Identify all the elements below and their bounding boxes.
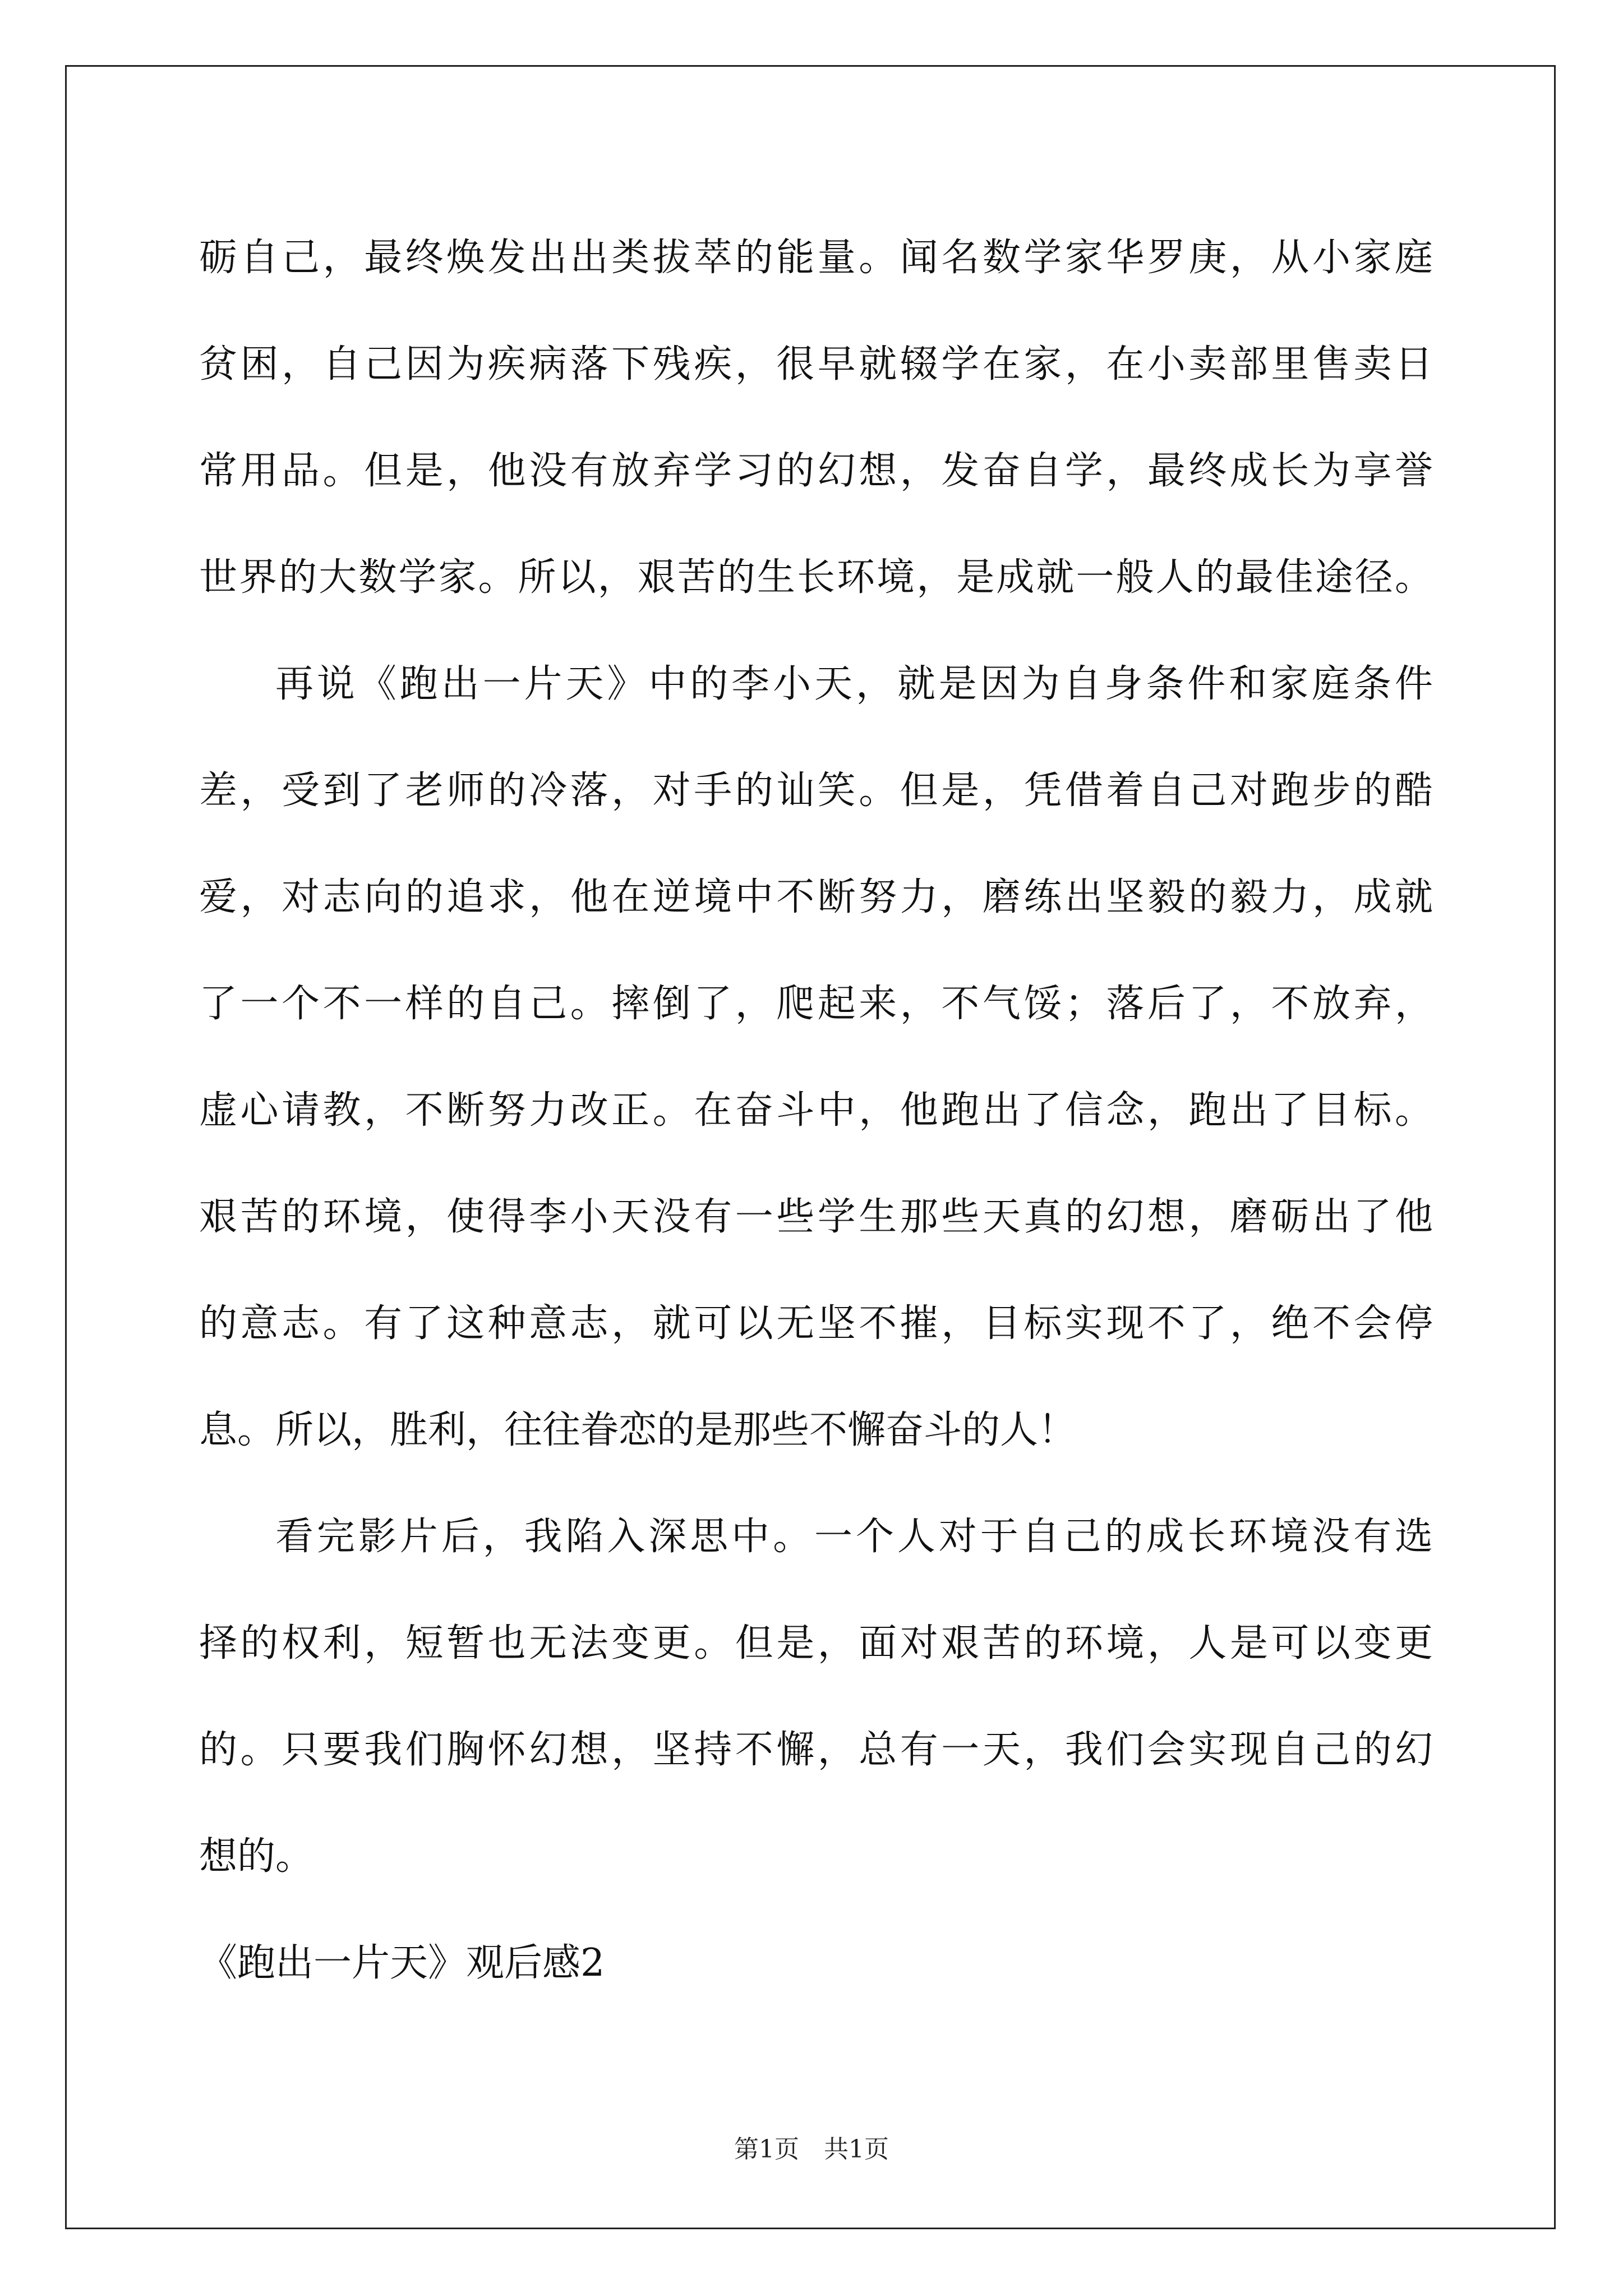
text-line — [199, 205, 1433, 311]
heading-text: 《跑出一片天》观后感2 — [199, 1941, 605, 1985]
line-text: 爱，对志向的追求，他在逆境中不断努力，磨练出坚毅的毅力，成就 — [199, 875, 1433, 919]
line-text: 息。所以，胜利，往往眷恋的是那些不懈奋斗的人！ — [199, 1408, 1077, 1452]
text-line — [199, 1484, 1433, 1590]
line-text: 看完影片后，我陷入深思中。一个人对于自己的成长环境没有选 — [275, 1515, 1433, 1559]
line-text: 差，受到了老师的冷落，对手的讪笑。但是，凭借着自己对跑步的酷 — [199, 769, 1433, 813]
text-line — [199, 631, 1433, 738]
line-text: 艰苦的环境，使得李小天没有一些学生那些天真的幻想，磨砺出了他 — [199, 1195, 1433, 1239]
line-text: 常用品。但是，他没有放弃学习的幻想，发奋自学，最终成长为享誉 — [199, 449, 1433, 493]
line-text: 再说《跑出一片天》中的李小天，就是因为自身条件和家庭条件 — [275, 662, 1433, 706]
line-text: 虚心请教，不断努力改正。在奋斗中，他跑出了信念，跑出了目标。 — [199, 1088, 1433, 1133]
text-line — [199, 844, 1433, 951]
text-line — [199, 738, 1433, 844]
text-line — [199, 1271, 1433, 1377]
document-body — [199, 205, 1433, 2017]
text-line — [199, 1697, 1433, 1803]
text-line — [199, 1590, 1433, 1697]
page-number: 第1页 共1页 — [734, 2135, 889, 2164]
page-footer — [0, 2129, 1623, 2165]
line-text: 的。只要我们胸怀幻想，坚持不懈，总有一天，我们会实现自己的幻 — [199, 1728, 1433, 1772]
line-text: 贫困，自己因为疾病落下残疾，很早就辍学在家，在小卖部里售卖日 — [199, 342, 1433, 386]
text-line — [199, 418, 1433, 524]
line-text: 了一个不一样的自己。摔倒了，爬起来，不气馁；落后了，不放弃， — [199, 982, 1433, 1026]
text-line — [199, 524, 1433, 631]
text-line — [199, 1803, 1433, 1910]
text-line — [199, 1057, 1433, 1164]
text-line — [199, 1377, 1433, 1484]
line-text: 想的。 — [199, 1834, 314, 1879]
line-text: 砺自己，最终焕发出出类拔萃的能量。闻名数学家华罗庚，从小家庭 — [199, 236, 1433, 280]
line-text: 的意志。有了这种意志，就可以无坚不摧，目标实现不了，绝不会停 — [199, 1301, 1433, 1346]
line-text: 世界的大数学家。所以，艰苦的生长环境，是成就一般人的最佳途径。 — [199, 555, 1433, 600]
line-text: 择的权利，短暂也无法变更。但是，面对艰苦的环境，人是可以变更 — [199, 1621, 1433, 1665]
text-line — [199, 1164, 1433, 1271]
text-line — [199, 951, 1433, 1057]
text-line — [199, 311, 1433, 418]
section-heading — [199, 1910, 1433, 2017]
